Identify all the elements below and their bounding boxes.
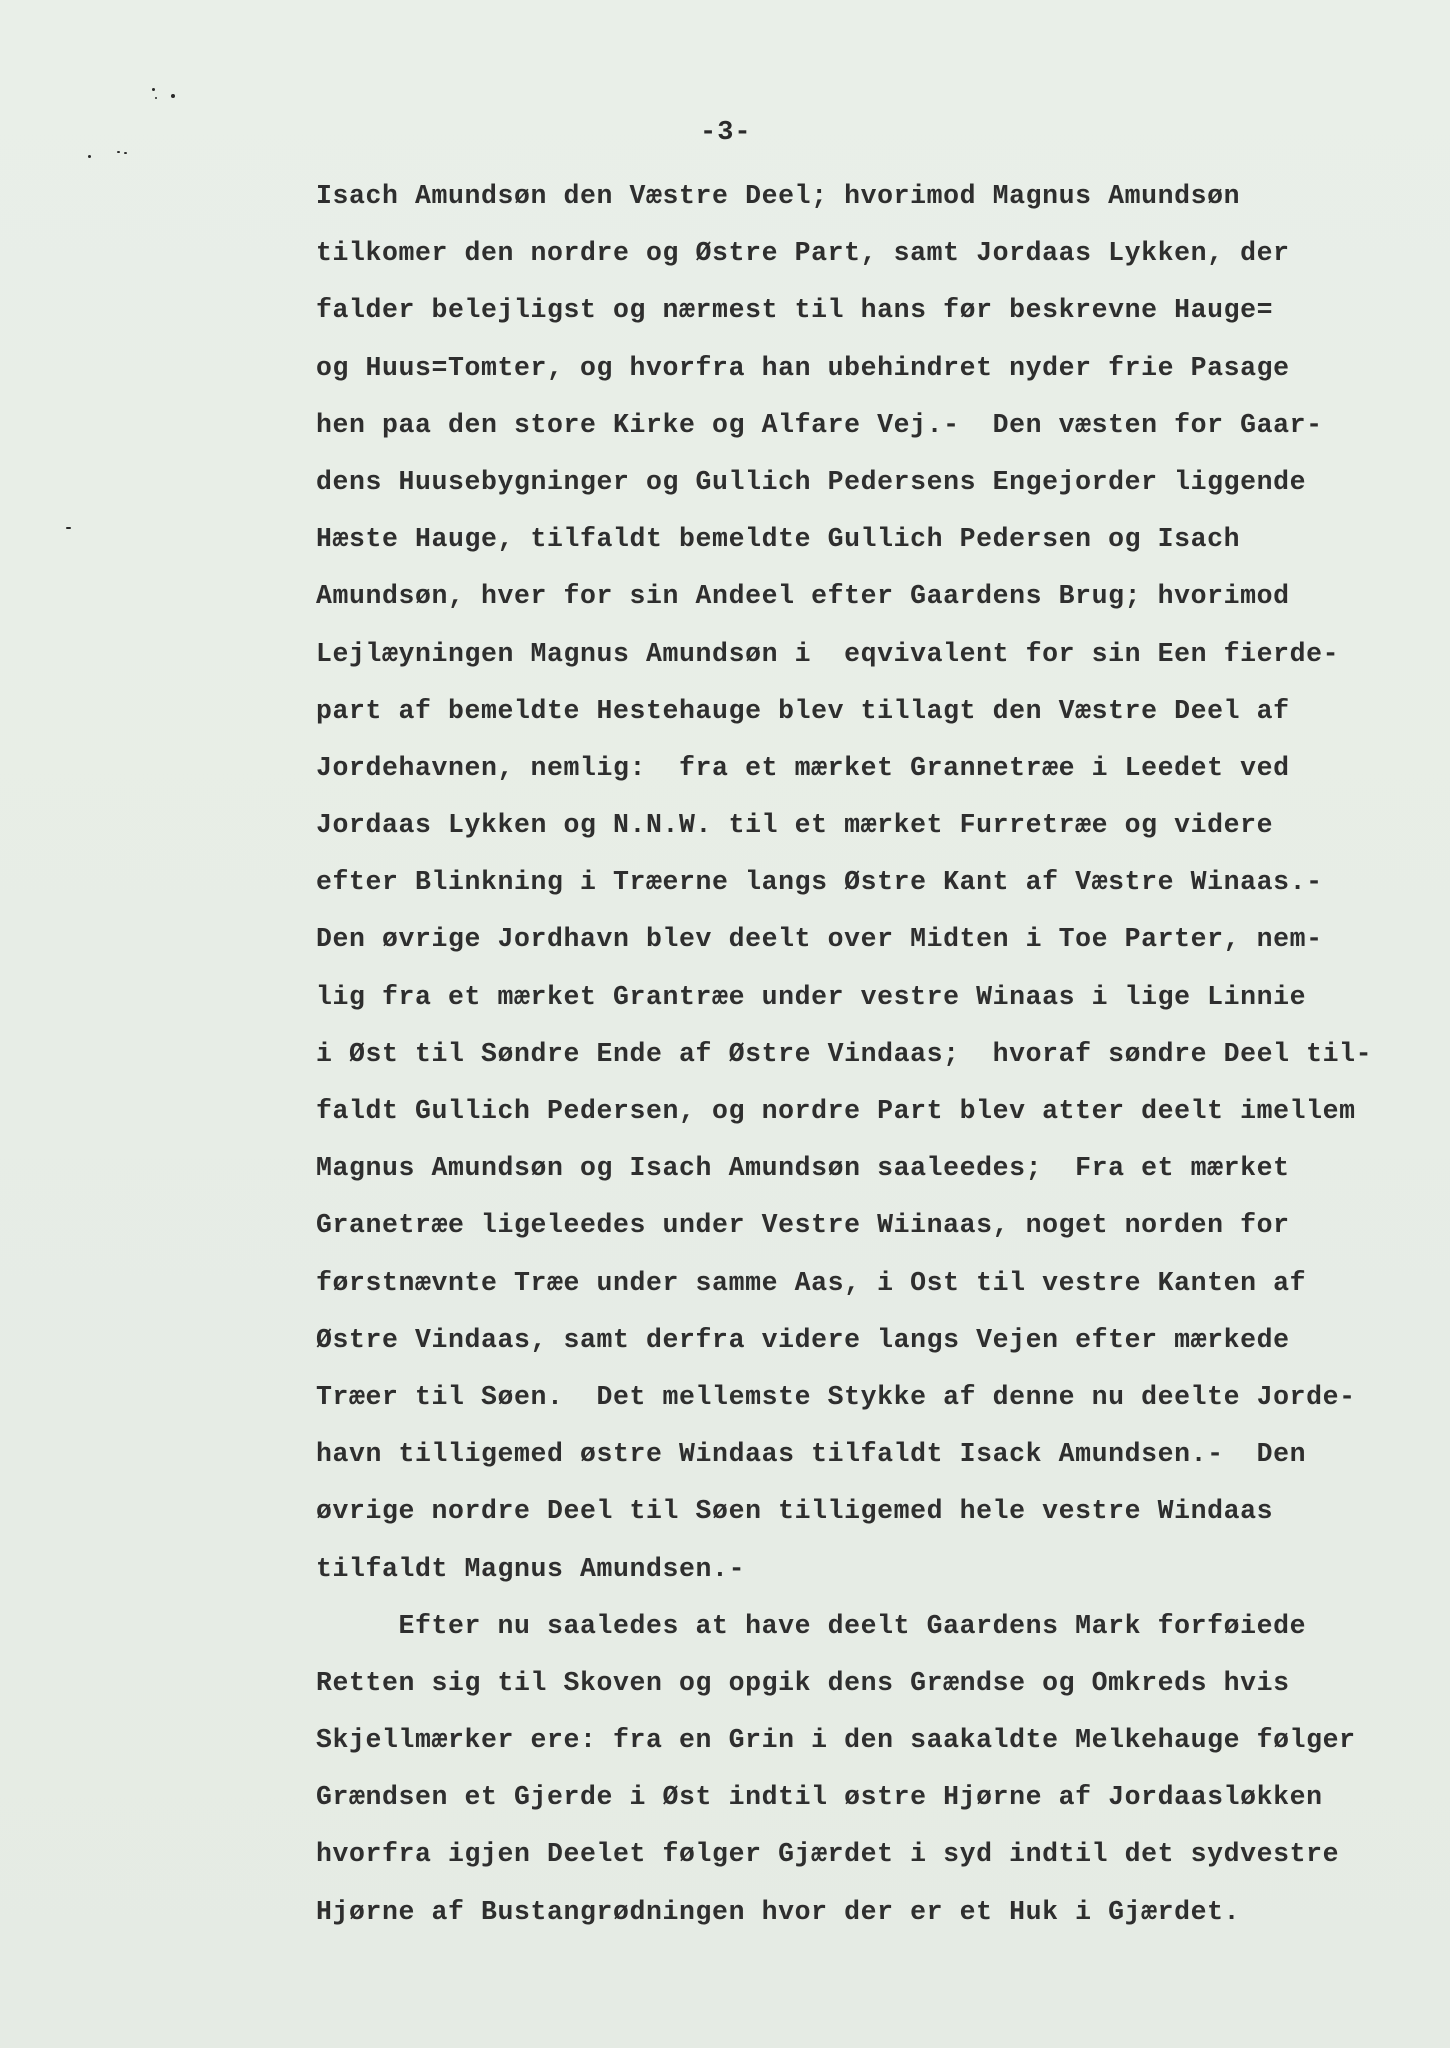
page-number: -3- [700, 118, 752, 148]
text-line: Jordaas Lykken og N.N.W. til et mærket Furretræe og videre [316, 810, 1274, 841]
document-body [316, 168, 1436, 1941]
text-line: part af bemeldte Hestehauge blev tillagt den Væstre Deel af [316, 695, 1290, 726]
text-line: Magnus Amundsøn og Isach Amundsøn saaleedes; Fra et mærket [316, 1153, 1290, 1184]
text-line: Isach Amundsøn den Væstre Deel; hvorimod Magnus Amundsøn [316, 181, 1241, 211]
speck [155, 97, 157, 99]
text-line: Jordehavnen, nemlig: fra et mærket Grannetræe i Leedet ved [316, 752, 1290, 783]
paragraph-start-line: Efter nu saaledes at have deelt Gaardens Mark forføiede [316, 1610, 1307, 1641]
text-line: Amundsøn, hver for sin Andeel efter Gaardens Brug; hvorimod [316, 581, 1290, 612]
text-line: lig fra et mærket Grantræe under vestre Winaas i lige Linnie [316, 981, 1307, 1012]
text-line: tilfaldt Magnus Amundsen.- [316, 1553, 746, 1584]
speck [88, 155, 91, 158]
speck [171, 94, 175, 98]
speck [124, 152, 127, 154]
text-line: Grændsen et Gjerde i Øst indtil østre Hjørne af Jordaasløkken [316, 1782, 1323, 1813]
text-line: Træer til Søen. Det mellemste Stykke af denne nu deelte Jorde- [316, 1381, 1356, 1412]
text-line: Lejlæyningen Magnus Amundsøn i eqvivalent for sin Een fierde- [316, 638, 1340, 669]
speck [152, 88, 155, 91]
text-line: Retten sig til Skoven og opgik dens Grændse og Omkreds hvis [316, 1667, 1290, 1698]
text-line: tilkomer den nordre og Østre Part, samt Jordaas Lykken, der [316, 238, 1290, 269]
text-line: Den øvrige Jordhavn blev deelt over Midten i Toe Parter, nem- [316, 924, 1323, 955]
text-line: førstnævnte Træe under samme Aas, i Ost til vestre Kanten af [316, 1267, 1307, 1298]
text-line: øvrige nordre Deel til Søen tilligemed hele vestre Windaas [316, 1496, 1274, 1527]
text-line: efter Blinkning i Træerne langs Østre Kant af Væstre Winaas.- [316, 867, 1323, 898]
text-line: faldt Gullich Pedersen, og nordre Part blev atter deelt imellem [316, 1096, 1356, 1126]
text-line: og Huus=Tomter, og hvorfra han ubehindret nyder frie Pasage [316, 352, 1290, 383]
text-line: dens Huusebygninger og Gullich Pedersens Engejorder liggende [316, 466, 1307, 497]
text-line: Hæste Hauge, tilfaldt bemeldte Gullich Pedersen og Isach [316, 524, 1241, 555]
text-line: falder belejligst og nærmest til hans før beskrevne Hauge= [316, 295, 1274, 326]
text-line: i Øst til Søndre Ende af Østre Vindaas; hvoraf søndre Deel til- [316, 1038, 1373, 1069]
text-line: Granetræe ligeleedes under Vestre Wiinaas, noget norden for [316, 1210, 1290, 1241]
speck [66, 527, 71, 529]
speck [117, 151, 120, 153]
text-line: havn tilligemed østre Windaas tilfaldt Isack Amundsen.- Den [316, 1439, 1307, 1470]
text-line: hen paa den store Kirke og Alfare Vej.- Den væsten for Gaar- [316, 409, 1323, 440]
text-line: Østre Vindaas, samt derfra videre langs Vejen efter mærkede [316, 1324, 1290, 1355]
text-line: hvorfra igjen Deelet følger Gjærdet i syd indtil det sydvestre [316, 1839, 1340, 1870]
text-line: Skjellmærker ere: fra en Grin i den saakaldte Melkehauge følger [316, 1725, 1356, 1756]
text-line: Hjørne af Bustangrødningen hvor der er et Huk i Gjærdet. [316, 1896, 1241, 1927]
